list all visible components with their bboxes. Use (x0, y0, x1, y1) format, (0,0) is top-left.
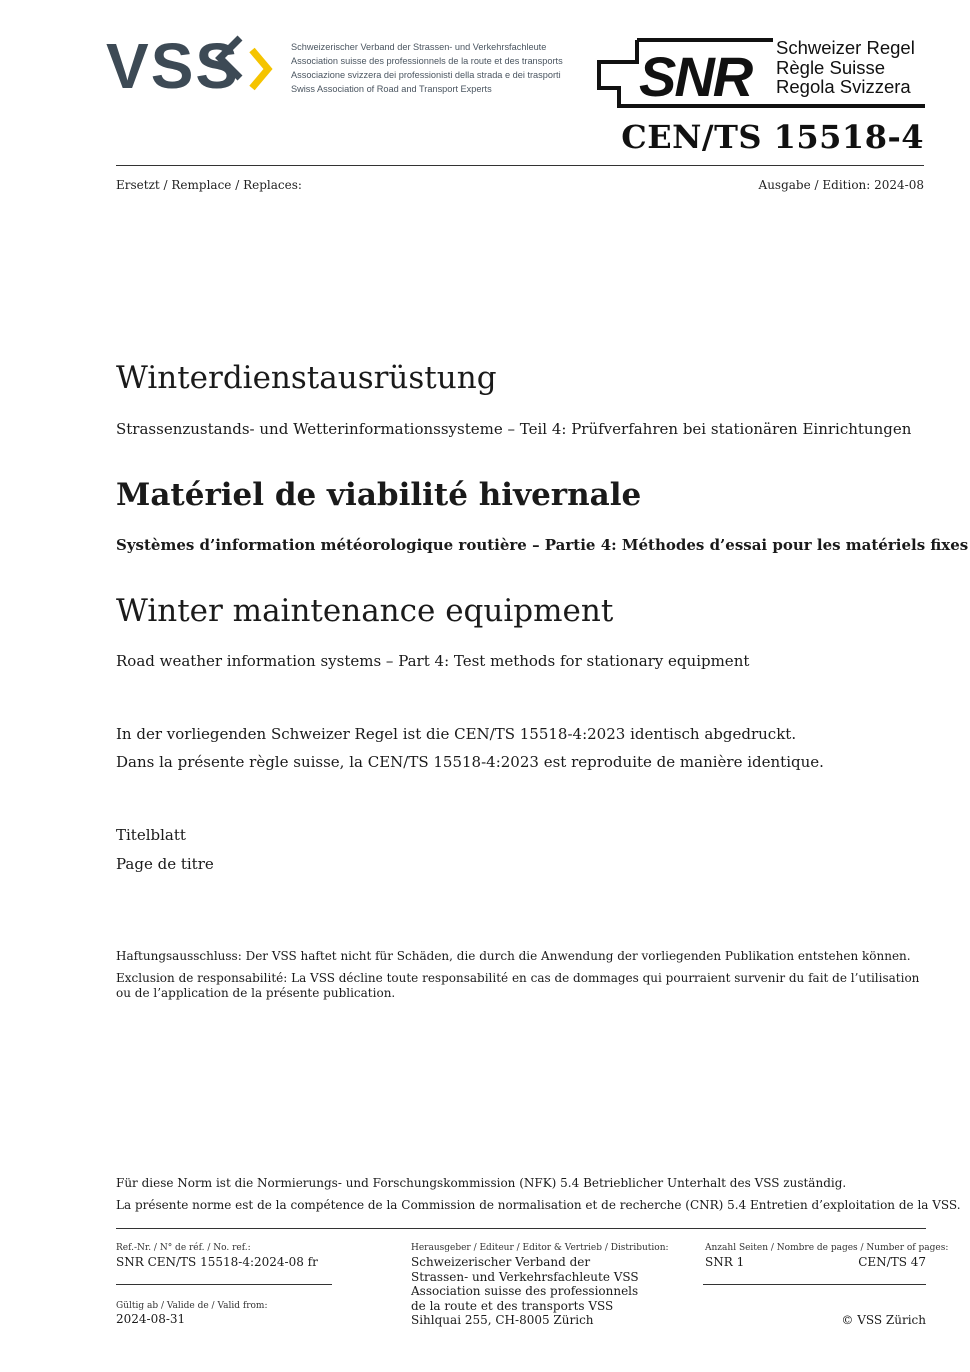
identical-note-german: In der vorliegenden Schweizer Regel ist die CEN/TS 15518-4:2023 identisch abgedruckt. (116, 725, 797, 743)
titlepage-label-german: Titelblatt (116, 826, 186, 844)
vss-line-it: Associazione svizzera dei professionisti della strada e dei trasporti (291, 70, 561, 80)
commission-german: Für diese Norm ist die Normierungs- und Forschungskommission (NFK) 5.4 Betrieblicher Unterhalt des VSS zuständig. (116, 1176, 847, 1190)
title-german: Winterdienstausrüstung (116, 360, 497, 396)
document-number: CEN/TS 15518-4 (621, 118, 924, 156)
publisher-line: Strassen- und Verkehrsfachleute VSS (411, 1269, 639, 1284)
snr-line-fr: Règle Suisse (776, 56, 886, 78)
identical-note-french: Dans la présente règle suisse, la CEN/TS 15518-4:2023 est reproduite de manière identique. (116, 753, 824, 771)
vss-line-fr: Association suisse des professionnels de la route et des transports (291, 56, 563, 66)
footer-col1-divider (116, 1284, 332, 1285)
copyright: © VSS Zürich (841, 1313, 926, 1327)
header-divider (116, 165, 924, 166)
snr-logo-text: SNR (639, 45, 752, 108)
page-count-label: Anzahl Seiten / Nombre de pages / Number of pages: (705, 1243, 949, 1253)
publisher-label: Herausgeber / Editeur / Editor & Vertrieb / Distribution: (411, 1243, 669, 1253)
title-french: Matériel de viabilité hivernale (116, 477, 642, 513)
vss-association-names (291, 40, 591, 96)
edition-label: Ausgabe / Edition: 2024-08 (758, 178, 924, 192)
subtitle-english: Road weather information systems – Part 4: Test methods for stationary equipment (116, 652, 750, 670)
publisher-address (411, 1255, 639, 1328)
footer-divider (116, 1228, 926, 1229)
replaces-label: Ersetzt / Remplace / Replaces: (116, 178, 302, 192)
ref-number-label: Ref.-Nr. / N° de réf. / No. ref.: (116, 1243, 251, 1253)
subtitle-french: Systèmes d’information météorologique routière – Partie 4: Méthodes d’essai pour les matériels fixes (116, 536, 969, 554)
disclaimer-french (116, 971, 919, 1001)
vss-logo (106, 32, 276, 96)
subtitle-german: Strassenzustands- und Wetterinformationssysteme – Teil 4: Prüfverfahren bei stationären Einrichtungen (116, 420, 912, 438)
page-count-snr: SNR 1 (705, 1255, 745, 1269)
vss-line-de: Schweizerischer Verband der Strassen- und Verkehrsfachleute (291, 42, 547, 52)
disclaimer-french-line1: Exclusion de responsabilité: La VSS décline toute responsabilité en cas de dommages qui pourraient survenir du fait de l’utilisation (116, 971, 920, 985)
publisher-line: Sihlquai 255, CH-8005 Zürich (411, 1313, 594, 1328)
publisher-line: de la route et des transports VSS (411, 1298, 614, 1313)
footer-col3-divider (703, 1284, 926, 1285)
valid-from-label: Gültig ab / Valide de / Valid from: (116, 1301, 268, 1311)
valid-from-value: 2024-08-31 (116, 1312, 186, 1326)
title-english: Winter maintenance equipment (116, 593, 614, 629)
publisher-line: Schweizerischer Verband der (411, 1255, 591, 1269)
publisher-line: Association suisse des professionnels (411, 1284, 639, 1299)
commission-french: La présente norme est de la compétence de la Commission de normalisation et de recherche (CNR) 5.4 Entretien d’exploitation de la VSS. (116, 1198, 961, 1212)
ref-number-value: SNR CEN/TS 15518-4:2024-08 fr (116, 1255, 318, 1269)
titlepage-label-french: Page de titre (116, 855, 214, 873)
vss-logo-text: VSS (106, 32, 241, 96)
snr-rule-names (776, 38, 915, 97)
page-count-cen: CEN/TS 47 (858, 1255, 926, 1269)
disclaimer-german: Haftungsausschluss: Der VSS haftet nicht für Schäden, die durch die Anwendung der vorliegenden Publikation entstehen können. (116, 949, 911, 963)
vss-line-en: Swiss Association of Road and Transport Experts (291, 84, 492, 94)
snr-line-de: Schweizer Regel (776, 37, 915, 58)
snr-line-it: Regola Svizzera (776, 76, 911, 97)
disclaimer-french-line2: ou de l’application de la présente publication. (116, 986, 396, 1000)
